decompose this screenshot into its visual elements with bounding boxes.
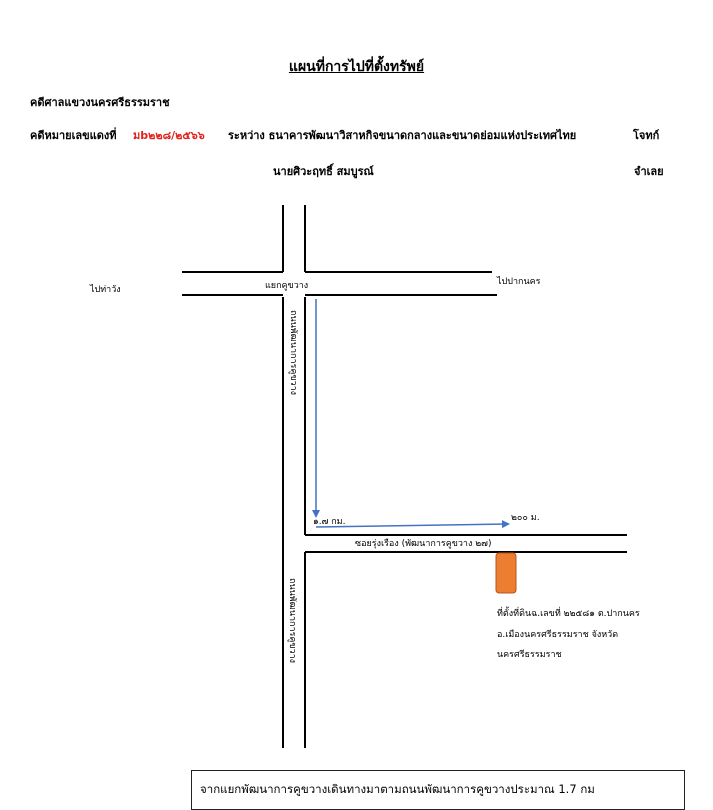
directions-note: จากแยกพัฒนาการคูขวางเดินทางมาตามถนนพัฒนาการคูขวางประมาณ 1.7 กม xyxy=(200,782,595,796)
distance-horizontal-label: ๒๐๐ ม. xyxy=(511,513,540,523)
label-to-paknakhon: ไปปากนคร xyxy=(497,277,541,287)
directions-note-box xyxy=(191,770,685,810)
road-label-lower: ถนนพัฒนาการคูขวาง xyxy=(287,578,297,664)
property-marker xyxy=(496,553,516,593)
soi-label: ซอยรุ่งเรือง (พัฒนาการคูขวาง ๒๗) xyxy=(355,539,492,549)
plaintiff-role: โจทก์ xyxy=(633,129,660,142)
distance-vertical-label: ๑.๗ กม. xyxy=(313,517,346,527)
label-to-thawang: ไปท่าวัง xyxy=(90,285,121,295)
case-number: มb๒๒๘/๒๕๖๖ xyxy=(133,129,205,142)
property-caption-line1: ที่ตั้งที่ดินฉ.เลขที่ ๒๒๕๘๑ ต.ปากนคร xyxy=(497,609,640,619)
defendant-name: นายศิวะฤทธิ์ สมบูรณ์ xyxy=(273,165,374,178)
property-caption-line3: นครศรีธรรมราช xyxy=(497,650,562,660)
case-label: คดีหมายเลขแดงที่ xyxy=(30,129,117,142)
property-caption-line2: อ.เมืองนครศรีธรรมราช จังหวัด xyxy=(497,630,619,640)
between-text: ระหว่าง ธนาคารพัฒนาวิสาหกิจขนาดกลางและขนาดย่อมแห่งประเทศไทย xyxy=(228,129,577,142)
junction-label: แยกคูขวาง xyxy=(265,281,309,291)
court-name: คดีศาลแขวงนครศรีธรรมราช xyxy=(30,96,170,109)
defendant-role: จำเลย xyxy=(634,165,664,178)
road-label-upper: ถนนพัฒนาการคูขวาง xyxy=(288,310,298,396)
page-title: แผนที่การไปที่ตั้งทรัพย์ xyxy=(288,59,425,75)
